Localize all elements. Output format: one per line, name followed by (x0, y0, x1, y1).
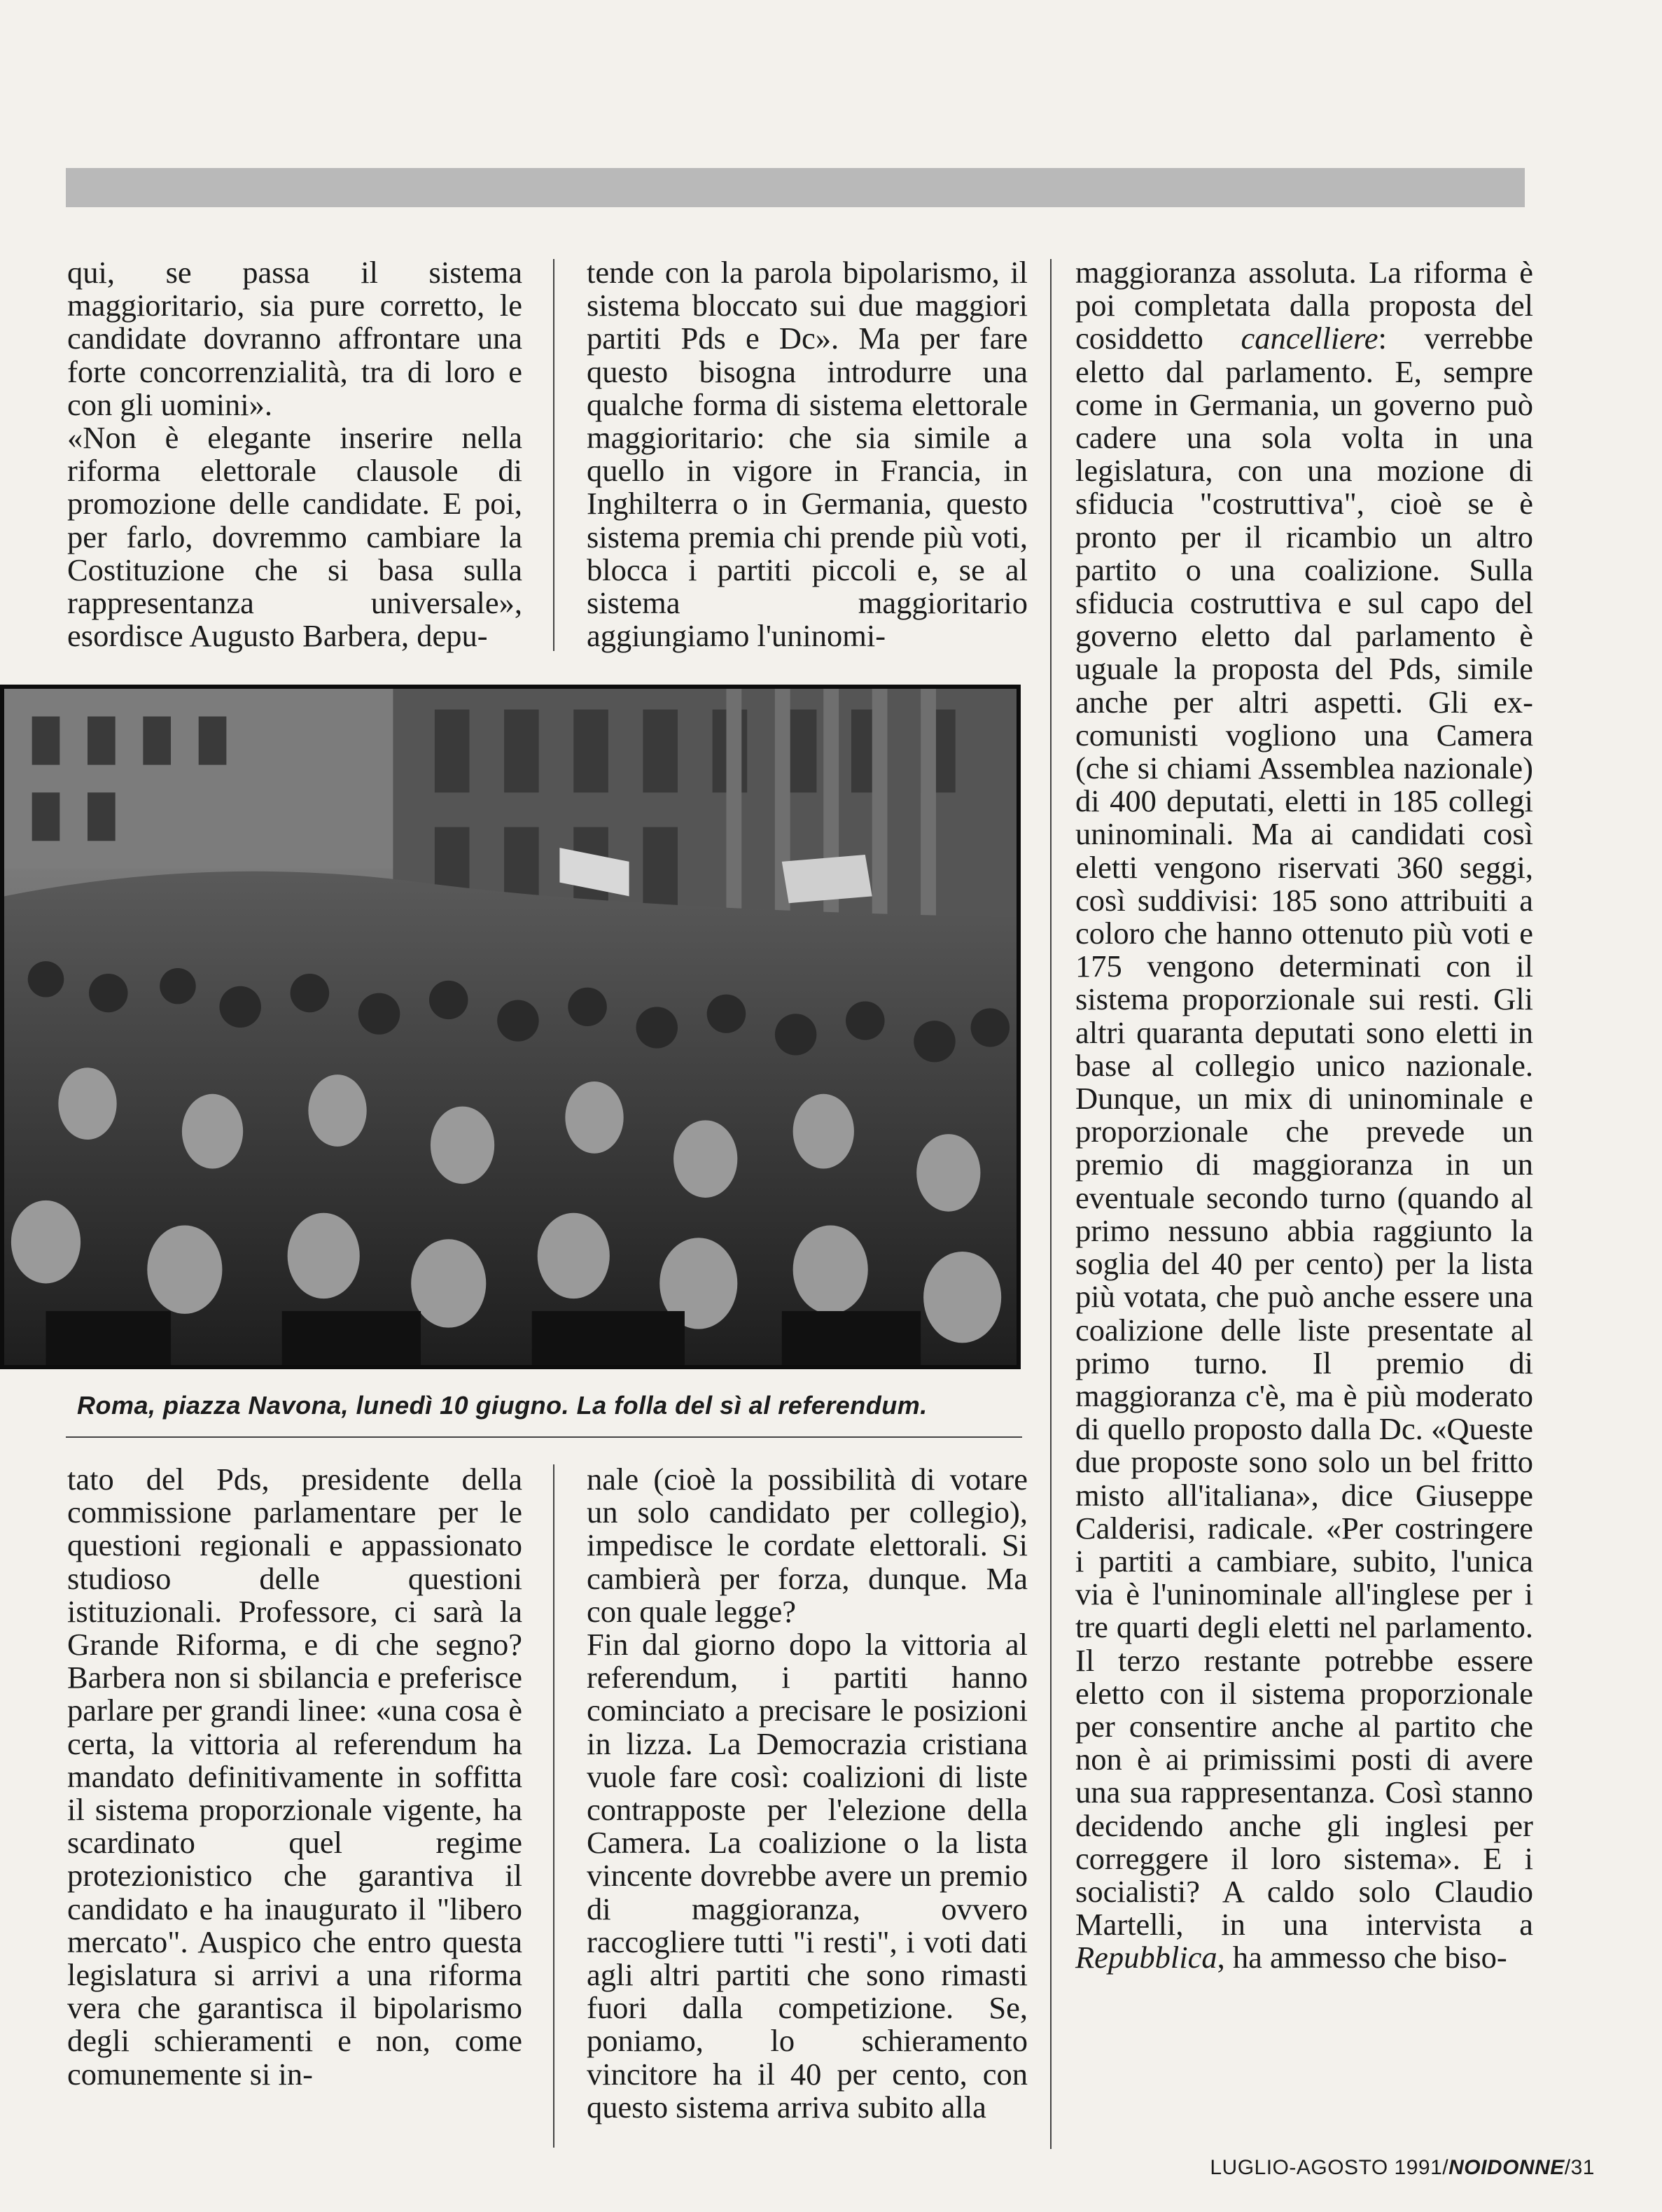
page-number: /31 (1564, 2156, 1595, 2179)
paragraph: «Non è elegante inserire nella riforma elettorale clausole di promozione delle candidate. E poi, per farlo, dovremmo cambiare la Costituzione che si basa sulla rappresentanza universale», esordisce Augusto Barbera, depu- (67, 420, 522, 654)
caption-rule (66, 1436, 1022, 1438)
crowd-photo-graphic (4, 689, 1017, 1365)
paragraph: qui, se passa il sistema maggioritario, sia pure corretto, le candidate dovranno affrontare una forte concorrenzialità, tra di loro e con gli uomini». (67, 255, 522, 422)
magazine-name: NOIDONNE (1448, 2156, 1565, 2179)
column-divider (553, 259, 554, 651)
column-1-top (67, 256, 522, 652)
paragraph: nale (cioè la possibilità di votare un solo candidato per collegio), impedisce le cordate elettorali. Si cambierà per forza, dunque. Ma con quale legge? (587, 1462, 1028, 1629)
column-2-top (587, 256, 1028, 652)
crowd-photo (0, 685, 1021, 1369)
column-3 (1075, 256, 1533, 1975)
paragraph: Fin dal giorno dopo la vittoria al referendum, i partiti hanno cominciato a precisare le posizioni in lizza. La Democrazia cristiana vuole fare così: coalizioni di liste contrapposte per l'elezione della Camera. La coalizione o la lista vincente dovrebbe avere un premio di maggioranza, ovvero raccogliere tutti "i resti", i voti dati agli altri partiti che sono rimasti fuori dalla competizione. Se, poniamo, lo schieramento vincitore ha il 40 per cento, con questo sistema arriva subito alla (587, 1627, 1028, 2124)
column-divider (1050, 259, 1052, 2149)
column-divider (553, 1464, 554, 2148)
header-band (66, 168, 1525, 207)
paragraph: tato del Pds, presidente della commissione parlamentare per le questioni regionali e appassionato studioso delle questioni istituzionali. Professore, ci sarà la Grande Riforma, e di che segno? Barbera non si sbilancia e preferisce parlare per grandi linee: «una cosa è certa, la vittoria al referendum ha mandato definitivamente in soffitta il sistema proporzionale vigente, ha scardinato quel regime protezionistico che garantiva il candidato e ha inaugurato il "libero mercato". Auspico che entro questa legislatura si arrivi a una riforma vera che garantisca il bipolarismo degli schieramenti e non, come comunemente si in- (67, 1462, 522, 2092)
footer-date: LUGLIO-AGOSTO 1991/ (1210, 2156, 1449, 2179)
column-1-bottom (67, 1463, 522, 2091)
paragraph: maggioranza assoluta. La riforma è poi completata dalla proposta del cosiddetto cancelliere: verrebbe eletto dal parlamento. E, sempre come in Germania, un governo può cadere una sola volta in una legislatura, con una mozione di sfiducia "costruttiva", cioè se è pronto per il ricambio un altro partito o una coalizione. Sulla sfiducia costruttiva e sul capo del governo eletto dal parlamento è uguale la proposta del Pds, simile anche per altri aspetti. Gli ex-comunisti vogliono una Camera (che si chiami Assemblea nazionale) di 400 deputati, eletti in 185 collegi uninominali. Ma ai candidati così eletti vengono riservati 360 seggi, così suddivisi: 185 sono attribuiti a coloro che hanno ottenuto più voti e 175 vengono determinati con il sistema proporzionale sui resti. Gli altri quaranta deputati sono eletti in base al collegio unico nazionale. Dunque, un mix di uninominale e proporzionale che prevede un premio di maggioranza in un eventuale secondo turno (quando al primo nessuno abbia raggiunto la soglia del 40 per cento) per la lista più votata, che può anche essere una coalizione delle liste presentate al primo turno. Il premio di maggioranza c'è, ma è più moderato di quello proposto dalla Dc. «Queste due proposte sono solo un bel fritto misto all'italiana», dice Giuseppe Calderisi, radicale. «Per costringere i partiti a cambiare, subito, l'unica via è l'uninominale all'inglese per i tre quarti degli eletti nel parlamento. Il terzo restante potrebbe essere eletto con il sistema proporzionale per consentire anche al partito che non è ai primissimi posti di avere una sua rappresentanza. Così stanno decidendo anche gli inglesi per correggere il loro sistema». E i socialisti? A caldo solo Claudio Martelli, in una intervista a Repubblica, ha ammesso che biso- (1075, 255, 1533, 1975)
page-footer (1210, 2156, 1595, 2180)
paragraph: tende con la parola bipolarismo, il sistema bloccato sui due maggiori partiti Pds e Dc». Ma per fare questo bisogna introdurre una qualche forma di sistema elettorale maggioritario: che sia simile a quello in vigore in Francia, in Inghilterra o in Germania, questo sistema premia chi prende più voti, blocca i partiti piccoli e, se al sistema maggioritario aggiungiamo l'uninomi- (587, 255, 1028, 654)
photo-caption: Roma, piazza Navona, lunedì 10 giugno. La folla del sì al referendum. (77, 1391, 928, 1420)
column-2-bottom (587, 1463, 1028, 2124)
